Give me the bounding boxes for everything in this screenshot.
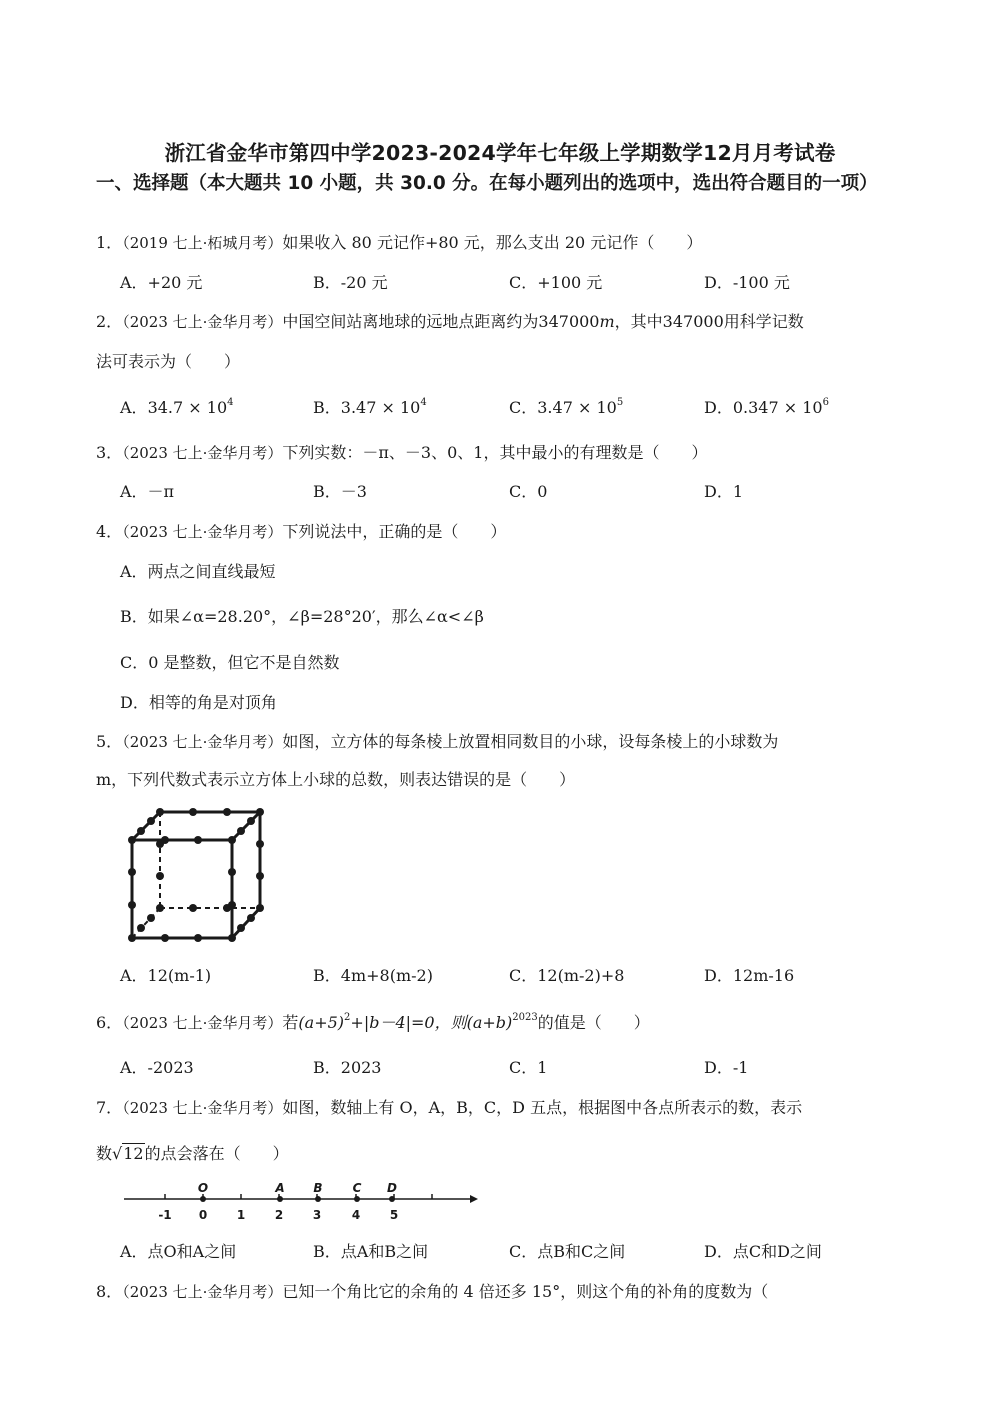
question-number: 3． — [96, 443, 123, 462]
q7-option-d: D．点C和D之间 — [704, 1242, 822, 1261]
option-exponent: 5 — [616, 397, 624, 408]
question-source: （2023 七上·金华月考） — [122, 313, 283, 331]
question-source: （2023 七上·金华月考） — [122, 523, 283, 541]
question-number: 4． — [96, 522, 123, 541]
q6-option-d: D．-1 — [704, 1058, 749, 1077]
exam-title: 浙江省金华市第四中学2023-2024学年七年级上学期数学12月月考试卷 — [164, 141, 836, 165]
exponent-3: 2023 — [512, 1012, 538, 1023]
ball — [161, 934, 169, 942]
exponent-1: 2 — [344, 1012, 351, 1023]
ball — [156, 872, 164, 880]
q3-option-a: A．－π — [120, 482, 175, 501]
q3-option-b: B．－3 — [313, 482, 367, 501]
point-label-c: C — [352, 1181, 362, 1195]
number-line-figure — [120, 1175, 482, 1229]
cube-bottom-right-edge — [232, 908, 260, 938]
q2-option-a — [120, 395, 234, 418]
q2-option-b — [313, 395, 427, 418]
section-heading: 一、选择题（本大题共 10 小题，共 30.0 分。在每小题列出的选项中，选出符合题目的一项） — [96, 173, 878, 194]
q6-option-c: C．1 — [509, 1058, 548, 1077]
ball — [189, 808, 197, 816]
q5-option-c: C．12(m-2)+8 — [509, 966, 625, 985]
expression-3: (a+b) — [466, 1013, 513, 1032]
tick-label-group — [158, 1208, 398, 1222]
point-dot — [354, 1196, 360, 1202]
question-text-pre: 数 — [96, 1144, 113, 1163]
ball — [137, 827, 145, 835]
sqrt-sign: √ — [112, 1144, 123, 1163]
option-exponent: 4 — [420, 397, 427, 408]
question-source: （2023 七上·金华月考） — [122, 1283, 283, 1301]
q4-option-a: A．两点之间直线最短 — [120, 562, 276, 581]
q3-option-d: D．1 — [704, 482, 744, 501]
tick-label: 5 — [389, 1208, 399, 1222]
cube-figure — [120, 800, 270, 948]
question-number: 6． — [96, 1013, 123, 1032]
option-base: 3.47 × 10 — [340, 398, 421, 417]
q2-option-d — [704, 395, 829, 418]
tick-label: 0 — [198, 1208, 208, 1222]
option-exponent: 6 — [822, 397, 829, 408]
q6-option-a: A．-2023 — [120, 1058, 194, 1077]
question-text: 中国空间站离地球的远地点距离约为347000 — [282, 312, 600, 331]
ball — [228, 934, 236, 942]
question-text-post: 的点会落在（ ） — [144, 1144, 289, 1163]
question-source: （2019 七上·柘城月考） — [122, 234, 283, 252]
ball — [194, 934, 202, 942]
arrow-icon — [470, 1195, 478, 1203]
q4-option-b: B．如果∠α=28.20°，∠β=28°20′，那么∠α<∠β — [120, 607, 484, 626]
question-6 — [96, 1010, 650, 1033]
question-source: （2023 七上·金华月考） — [122, 444, 283, 462]
expression-2: +|b－4|=0，则 — [350, 1013, 467, 1032]
question-text: 如果收入 80 元记作+80 元，那么支出 20 元记作（ ） — [282, 233, 703, 252]
point-dot — [277, 1196, 283, 1202]
ball — [228, 836, 236, 844]
ball — [256, 840, 264, 848]
ball — [256, 872, 264, 880]
unit-m: m — [599, 312, 615, 331]
question-number: 5． — [96, 732, 123, 751]
question-text: 下列说法中，正确的是（ ） — [282, 522, 507, 541]
tick-label: 4 — [351, 1208, 361, 1222]
question-number: 8． — [96, 1282, 123, 1301]
ball — [247, 817, 255, 825]
point-dot — [315, 1196, 321, 1202]
question-2-line2: 法可表示为（ ） — [96, 352, 241, 371]
question-7 — [96, 1095, 802, 1118]
option-label: A． — [120, 398, 148, 417]
ball — [256, 808, 264, 816]
question-source: （2023 七上·金华月考） — [122, 1014, 283, 1032]
q1-option-b: B．-20 元 — [313, 273, 388, 292]
question-source: （2023 七上·金华月考） — [122, 1099, 283, 1117]
ball — [128, 901, 136, 909]
q1-option-c: C．+100 元 — [509, 273, 603, 292]
cube-top-left-edge — [132, 812, 160, 840]
question-source: （2023 七上·金华月考） — [122, 733, 283, 751]
expression-1: (a+5) — [298, 1013, 345, 1032]
point-label-a: A — [275, 1181, 285, 1195]
ball — [237, 924, 245, 932]
q6-option-b: B．2023 — [313, 1058, 382, 1077]
option-label: B． — [313, 398, 341, 417]
tick-label: 3 — [312, 1208, 322, 1222]
q3-option-c: C．0 — [509, 482, 548, 501]
q4-option-c: C．0 是整数，但它不是自然数 — [120, 653, 340, 672]
q1-option-a: A．+20 元 — [120, 273, 203, 292]
option-base: 3.47 × 10 — [537, 398, 617, 417]
point-dot — [389, 1196, 395, 1202]
q2-option-c — [509, 395, 623, 418]
question-5 — [96, 729, 778, 752]
point-dot — [200, 1196, 206, 1202]
ball — [189, 904, 197, 912]
ball — [128, 868, 136, 876]
ball — [156, 808, 164, 816]
cube-top-right-edge — [232, 812, 260, 840]
cube-hidden-diagonal-edge — [132, 908, 160, 938]
sqrt-radicand: 12 — [123, 1144, 144, 1163]
question-text-pre: 若 — [282, 1013, 299, 1032]
point-label-group — [198, 1181, 397, 1195]
q5-option-b: B．4m+8(m-2) — [313, 966, 433, 985]
q7-option-a: A．点O和A之间 — [120, 1242, 237, 1261]
point-label-d: D — [387, 1181, 397, 1195]
tick-label: 2 — [274, 1208, 284, 1222]
question-text-post: 的值是（ ） — [537, 1013, 650, 1032]
option-base: 0.347 × 10 — [732, 398, 823, 417]
ball — [147, 817, 155, 825]
question-text: 下列实数：－π、－3、0、1，其中最小的有理数是（ ） — [282, 443, 708, 462]
ball — [147, 914, 155, 922]
question-number: 1． — [96, 233, 123, 252]
question-5-line2: m，下列代数式表示立方体上小球的总数，则表达错误的是（ ） — [96, 770, 576, 789]
question-4 — [96, 519, 506, 542]
option-label: D． — [704, 398, 733, 417]
question-1 — [96, 230, 702, 253]
ball — [128, 836, 136, 844]
option-exponent: 4 — [227, 397, 234, 408]
q7-option-c: C．点B和C之间 — [509, 1242, 626, 1261]
question-text: 已知一个角比它的余角的 4 倍还多 15°，则这个角的补角的度数为（ — [282, 1282, 769, 1301]
tick-label: -1 — [158, 1208, 172, 1222]
q1-option-d: D．-100 元 — [704, 273, 790, 292]
q5-option-a: A．12(m-1) — [120, 966, 212, 985]
q5-option-d: D．12m-16 — [704, 966, 795, 985]
ball — [194, 836, 202, 844]
point-label-b: B — [313, 1181, 323, 1195]
ball — [228, 868, 236, 876]
ball — [156, 904, 164, 912]
question-8 — [96, 1279, 768, 1302]
q4-option-d: D．相等的角是对顶角 — [120, 693, 277, 712]
ball — [156, 840, 164, 848]
ball — [256, 904, 264, 912]
ball — [223, 808, 231, 816]
question-text-cont: ，其中347000用科学记数 — [614, 312, 804, 331]
question-number: 7． — [96, 1098, 123, 1117]
question-3 — [96, 440, 707, 463]
question-number: 2． — [96, 312, 123, 331]
question-2 — [96, 309, 804, 332]
tick-label: 1 — [236, 1208, 246, 1222]
option-base: 34.7 × 10 — [147, 398, 228, 417]
question-text: 如图，立方体的每条棱上放置相同数目的小球，设每条棱上的小球数为 — [282, 732, 779, 751]
question-7-line2 — [96, 1141, 289, 1164]
ball — [223, 904, 231, 912]
ball — [128, 934, 136, 942]
option-label: C． — [509, 398, 538, 417]
ball — [237, 827, 245, 835]
point-label-o: O — [197, 1181, 209, 1195]
ball — [247, 914, 255, 922]
q7-option-b: B．点A和B之间 — [313, 1242, 429, 1261]
ball — [137, 924, 145, 932]
question-text: 如图，数轴上有 O，A，B，C，D 五点，根据图中各点所表示的数，表示 — [282, 1098, 803, 1117]
